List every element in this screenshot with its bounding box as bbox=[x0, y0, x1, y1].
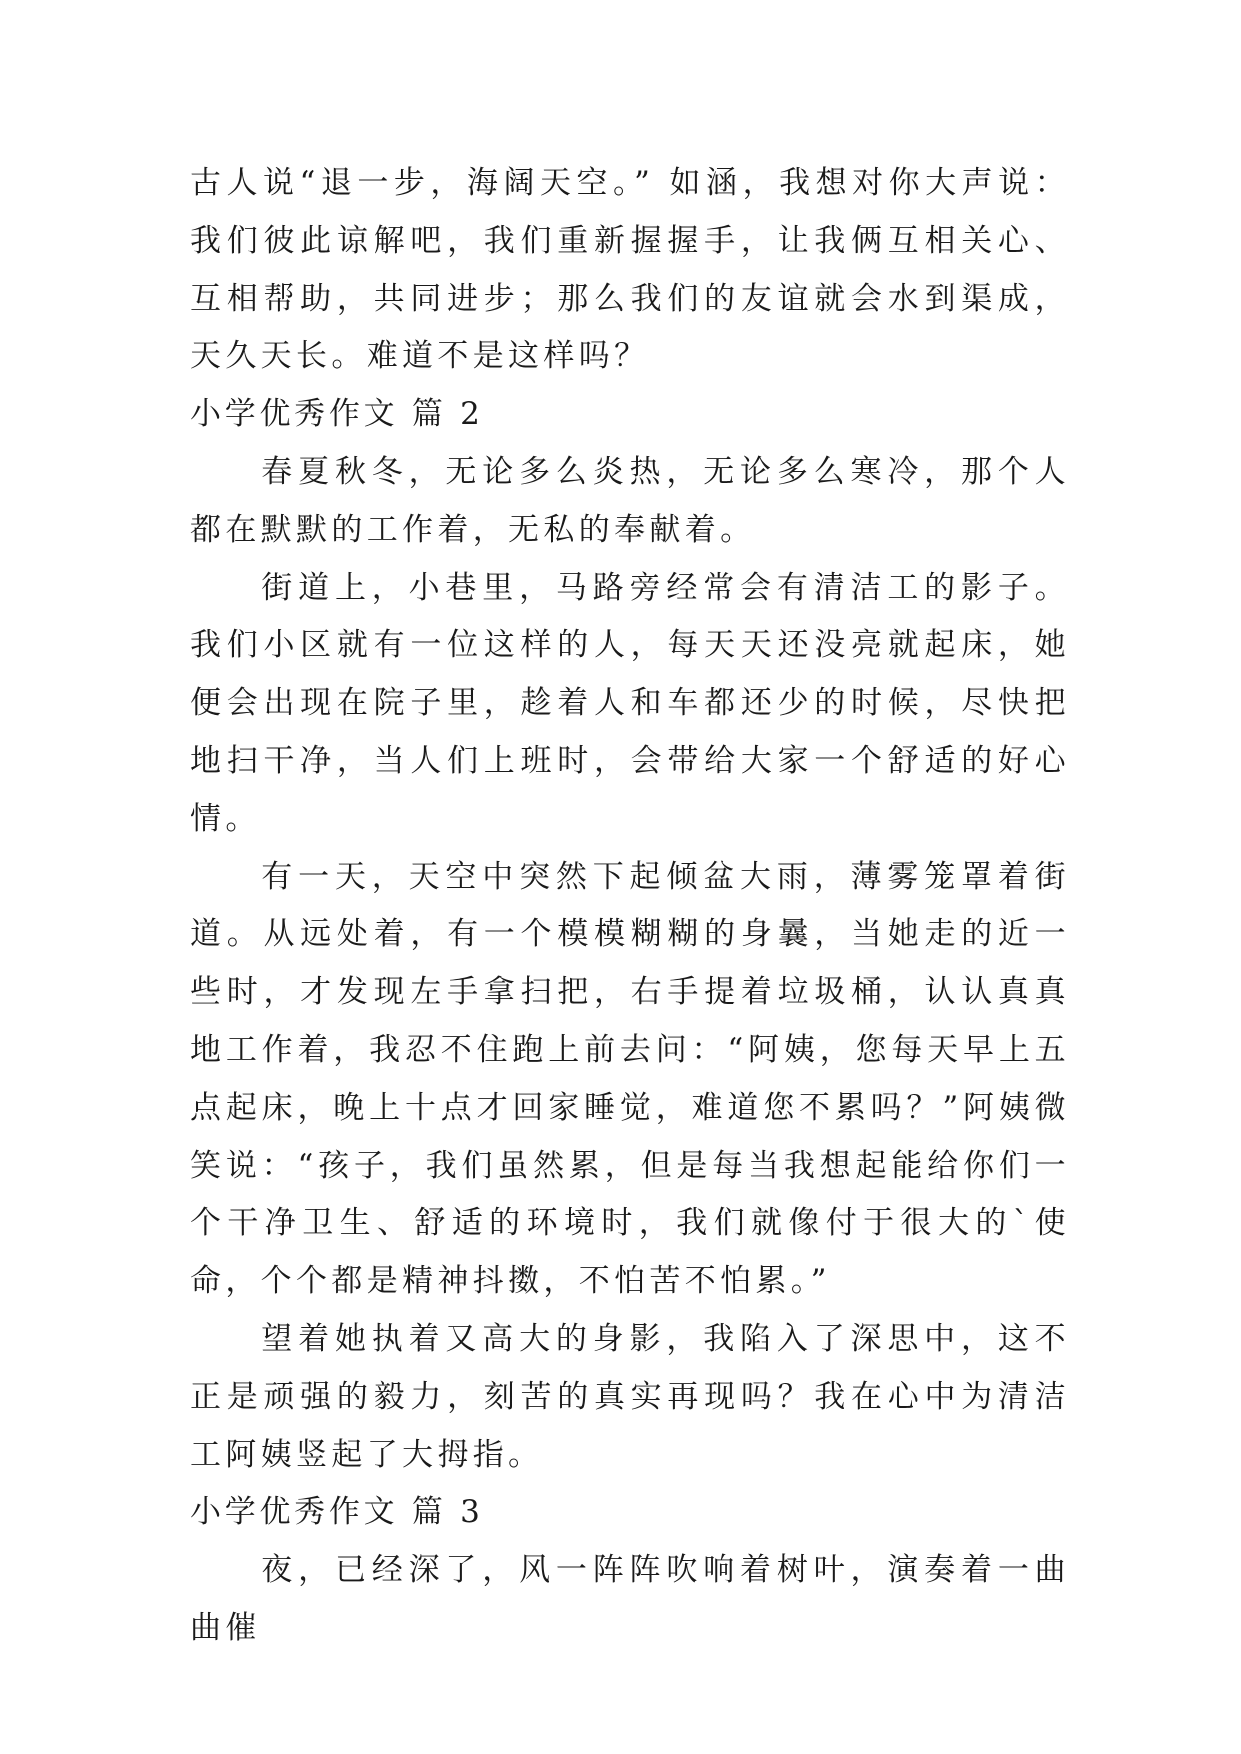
paragraph-intro-conclusion: 古人说“退一步，海阔天空。” 如涵，我想对你大声说：我们彼此谅解吧，我们重新握握手，让我俩互相关心、互相帮助，共同进步；那么我们的友谊就会水到渠成，天久天长。难道不是这样吗？ bbox=[190, 165, 1070, 375]
paragraph-reflection: 望着她执着又高大的身影，我陷入了深思中，这不正是顽强的毅力，刻苦的真实再现吗？我在心中为清洁工阿姨竖起了大拇指。 bbox=[190, 1320, 1070, 1473]
section-heading-3: 小学优秀作文 篇 3 bbox=[190, 1494, 484, 1531]
section-heading-2: 小学优秀作文 篇 2 bbox=[190, 396, 484, 433]
paragraph-night: 夜，已经深了，风一阵阵吹响着树叶，演奏着一曲曲催 bbox=[190, 1552, 1070, 1646]
paragraph-rainy-day: 有一天，天空中突然下起倾盆大雨，薄雾笼罩着街道。从远处着，有一个模模糊糊的身曩，当她走的近一些时，才发现左手拿扫把，右手提着垃圾桶，认认真真地工作着，我忍不住跑上前去问：“阿姨，您每天早上五点起床，晚上十点才回家睡觉，难道您不累吗？”阿姨微笑说：“孩子，我们虽然累，但是每当我想起能给你们一个干净卫生、舒适的环境时，我们就像付于很大的`使命，个个都是精神抖擞，不怕苦不怕累。” bbox=[190, 858, 1070, 1300]
paragraph-streets: 街道上，小巷里，马路旁经常会有清洁工的影子。我们小区就有一位这样的人，每天天还没亮就起床，她便会出现在院子里，趁着人和车都还少的时候，尽快把地扫干净，当人们上班时，会带给大家一个舒适的好心情。 bbox=[190, 569, 1070, 837]
paragraph-seasons: 春夏秋冬，无论多么炎热，无论多么寒冷，那个人都在默默的工作着，无私的奉献着。 bbox=[190, 453, 1070, 548]
document-page bbox=[190, 155, 1070, 1658]
